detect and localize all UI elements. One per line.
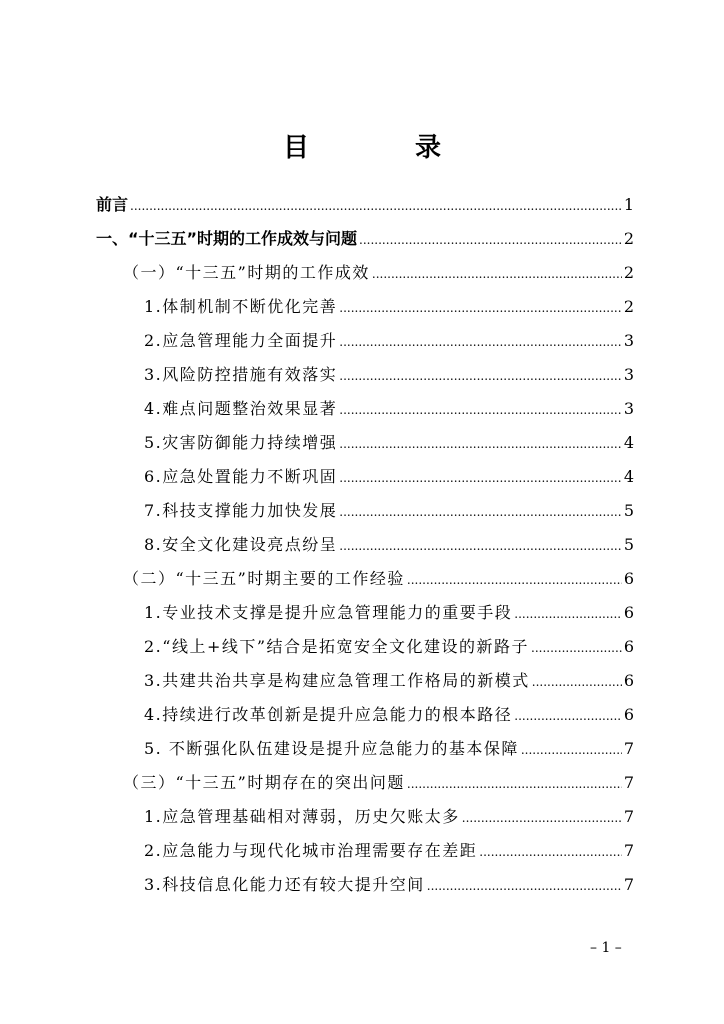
dot-leader bbox=[339, 462, 622, 493]
dot-leader bbox=[372, 258, 622, 289]
toc-entry[interactable] bbox=[144, 462, 634, 492]
dot-leader bbox=[407, 768, 622, 799]
toc-entry[interactable] bbox=[123, 258, 634, 288]
toc-entry[interactable] bbox=[144, 666, 634, 696]
toc-entry[interactable] bbox=[123, 768, 634, 798]
toc-entry-page: 6 bbox=[623, 705, 634, 724]
toc-entry-page: 4 bbox=[623, 433, 634, 452]
toc-entry[interactable] bbox=[144, 802, 634, 832]
toc-entry[interactable] bbox=[144, 870, 634, 900]
toc-entry-page: 7 bbox=[623, 773, 634, 792]
toc-entry-label: （三）“十三五”时期存在的突出问题 bbox=[123, 773, 405, 792]
toc-entry-label: 2.应急能力与现代化城市治理需要存在差距 bbox=[144, 841, 478, 860]
toc-entry-label: 5. 不断强化队伍建设是提升应急能力的基本保障 bbox=[144, 739, 519, 758]
toc-entry-label: （二）“十三五”时期主要的工作经验 bbox=[123, 569, 405, 588]
dot-leader bbox=[462, 802, 622, 833]
toc-entry[interactable] bbox=[144, 632, 634, 662]
toc-entry-page: 3 bbox=[623, 399, 634, 418]
toc-entry-label: 3.科技信息化能力还有较大提升空间 bbox=[144, 875, 425, 894]
toc-entry[interactable] bbox=[144, 292, 634, 322]
dot-leader bbox=[532, 666, 622, 697]
toc-entry-label: 8.安全文化建设亮点纷呈 bbox=[144, 535, 338, 554]
toc-entry-page: 5 bbox=[623, 535, 634, 554]
toc-entry[interactable] bbox=[144, 326, 634, 356]
toc-entry[interactable] bbox=[144, 530, 634, 560]
toc-entry[interactable] bbox=[96, 190, 634, 220]
dot-leader bbox=[339, 428, 622, 459]
toc-entry-label: 3.风险防控措施有效落实 bbox=[144, 365, 338, 384]
toc-entry[interactable] bbox=[123, 564, 634, 594]
toc-entry-label: 2.应急管理能力全面提升 bbox=[144, 331, 338, 350]
toc-entry-label: 7.科技支撑能力加快发展 bbox=[144, 501, 338, 520]
toc-entry-label: （一）“十三五”时期的工作成效 bbox=[123, 263, 370, 282]
dot-leader bbox=[339, 496, 622, 527]
dot-leader bbox=[339, 360, 622, 391]
dot-leader bbox=[339, 292, 622, 323]
dot-leader bbox=[407, 564, 622, 595]
dot-leader bbox=[339, 530, 622, 561]
toc-entry-label: 6.应急处置能力不断巩固 bbox=[144, 467, 338, 486]
dot-leader bbox=[514, 700, 622, 731]
toc-entry-page: 7 bbox=[623, 875, 634, 894]
toc-entry-page: 6 bbox=[623, 603, 634, 622]
toc-entry-page: 2 bbox=[623, 297, 634, 316]
toc-entry[interactable] bbox=[144, 496, 634, 526]
toc-entry-page: 7 bbox=[623, 841, 634, 860]
toc-entry-label: 4.持续进行改革创新是提升应急能力的根本路径 bbox=[144, 705, 513, 724]
toc-entry[interactable] bbox=[144, 428, 634, 458]
toc-entry-label: 1.专业技术支撑是提升应急管理能力的重要手段 bbox=[144, 603, 513, 622]
dot-leader bbox=[531, 632, 622, 663]
toc-entry-page: 6 bbox=[623, 637, 634, 656]
dot-leader bbox=[130, 190, 622, 221]
toc-entry-page: 5 bbox=[623, 501, 634, 520]
toc-entry-page: 4 bbox=[623, 467, 634, 486]
toc-entry[interactable] bbox=[144, 836, 634, 866]
toc-entry-page: 3 bbox=[623, 331, 634, 350]
toc-entry[interactable] bbox=[144, 598, 634, 628]
dot-leader bbox=[514, 598, 622, 629]
toc-entry-label: 4.难点问题整治效果显著 bbox=[144, 399, 338, 418]
toc-entry-page: 2 bbox=[623, 229, 634, 248]
dot-leader bbox=[339, 326, 622, 357]
dot-leader bbox=[427, 870, 622, 901]
toc-entry-page: 7 bbox=[623, 807, 634, 826]
page-title: 目 录 bbox=[282, 133, 481, 163]
toc-entry-page: 3 bbox=[623, 365, 634, 384]
toc-entry-page: 6 bbox=[623, 671, 634, 690]
toc-entry-label: 一、“十三五”时期的工作成效与问题 bbox=[96, 229, 358, 248]
toc-entry-label: 2.“线上+线下”结合是拓宽安全文化建设的新路子 bbox=[144, 637, 530, 656]
toc-entry-label: 3.共建共治共享是构建应急管理工作格局的新模式 bbox=[144, 671, 530, 690]
dot-leader bbox=[359, 224, 622, 255]
toc-entry[interactable] bbox=[96, 224, 634, 254]
toc-entry[interactable] bbox=[144, 394, 634, 424]
toc-entry-page: 7 bbox=[623, 739, 634, 758]
toc-entry-label: 1.应急管理基础相对薄弱，历史欠账太多 bbox=[144, 807, 460, 826]
toc-entry[interactable] bbox=[144, 700, 634, 730]
toc-entry[interactable] bbox=[144, 734, 634, 764]
toc-entry-page: 2 bbox=[623, 263, 634, 282]
toc-entry-label: 前言 bbox=[96, 195, 129, 214]
toc-entry-page: 1 bbox=[623, 195, 634, 214]
toc-entry-label: 1.体制机制不断优化完善 bbox=[144, 297, 338, 316]
toc-entry[interactable] bbox=[144, 360, 634, 390]
dot-leader bbox=[521, 734, 622, 765]
page-number: – 1 – bbox=[590, 940, 622, 956]
toc-entry-page: 6 bbox=[623, 569, 634, 588]
dot-leader bbox=[339, 394, 622, 425]
dot-leader bbox=[479, 836, 622, 867]
toc-entry-label: 5.灾害防御能力持续增强 bbox=[144, 433, 338, 452]
